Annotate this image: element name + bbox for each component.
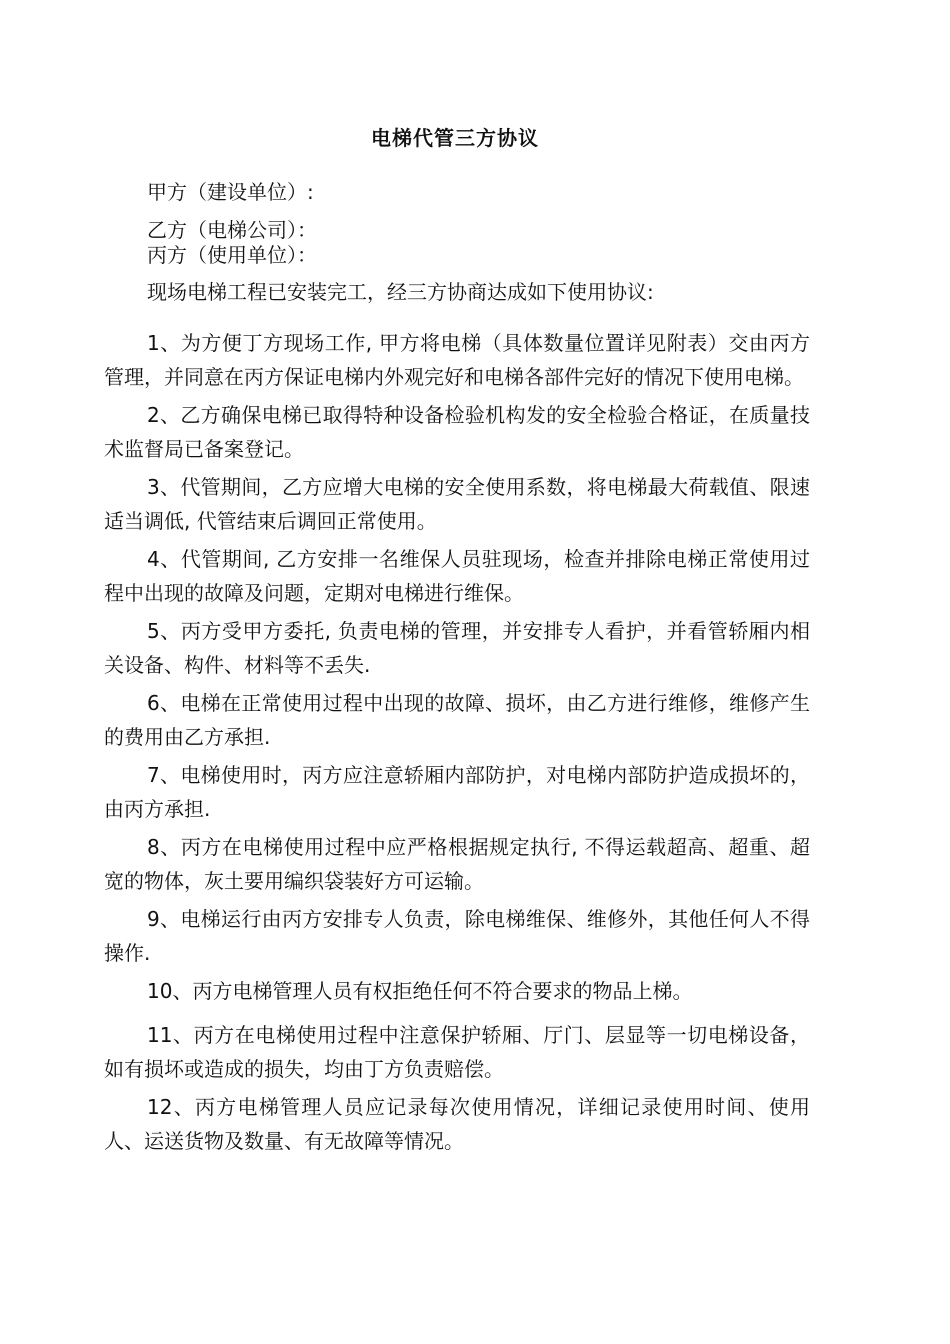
clause-9: 9、电梯运行由丙方安排专人负责，除电梯维保、维修外，其他任何人不得操作. bbox=[104, 907, 810, 965]
clause-4: 4、代管期间, 乙方安排一名维保人员驻现场，检查并排除电梯正常使用过程中出现的故障及问题，定期对电梯进行维保。 bbox=[104, 547, 810, 605]
clause-list bbox=[104, 326, 810, 1162]
party-c-label: 丙方（使用单位）： bbox=[147, 243, 317, 267]
clause-8: 8、丙方在电梯使用过程中应严格根据规定执行, 不得运载超高、超重、超宽的物体，灰土要用编织袋装好方可运输。 bbox=[104, 835, 810, 893]
clause-1: 1、为方便丁方现场工作, 甲方将电梯（具体数量位置详见附表）交由丙方管理，并同意在丙方保证电梯内外观完好和电梯各部件完好的情况下使用电梯。 bbox=[104, 331, 810, 389]
clause-2: 2、乙方确保电梯已取得特种设备检验机构发的安全检验合格证，在质量技术监督局已备案登记。 bbox=[104, 403, 810, 461]
clause-7: 7、电梯使用时，丙方应注意轿厢内部防护，对电梯内部防护造成损坏的，由丙方承担. bbox=[104, 763, 810, 821]
clause-11: 11、丙方在电梯使用过程中注意保护轿厢、厅门、层显等一切电梯设备，如有损坏或造成的损失，均由丁方负责赔偿。 bbox=[104, 1023, 810, 1081]
party-b-label: 乙方（电梯公司）： bbox=[147, 218, 317, 242]
clause-12: 12、丙方电梯管理人员应记录每次使用情况，详细记录使用时间、使用人、运送货物及数量、有无故障等情况。 bbox=[104, 1095, 810, 1153]
document-title: 电梯代管三方协议 bbox=[371, 126, 539, 150]
clause-6: 6、电梯在正常使用过程中出现的故障、损坏，由乙方进行维修，维修产生的费用由乙方承担. bbox=[104, 691, 810, 749]
clause-5: 5、丙方受甲方委托, 负责电梯的管理，并安排专人看护，并看管轿厢内相关设备、构件、材料等不丢失. bbox=[104, 619, 810, 677]
clause-3: 3、代管期间，乙方应增大电梯的安全使用系数，将电梯最大荷载值、限速适当调低, 代管结束后调回正常使用。 bbox=[104, 475, 810, 533]
clause-10: 10、丙方电梯管理人员有权拒绝任何不符合要求的物品上梯。 bbox=[147, 979, 693, 1003]
party-a-label: 甲方（建设单位）: bbox=[147, 180, 314, 204]
agreement-intro: 现场电梯工程已安装完工，经三方协商达成如下使用协议: bbox=[147, 280, 654, 304]
